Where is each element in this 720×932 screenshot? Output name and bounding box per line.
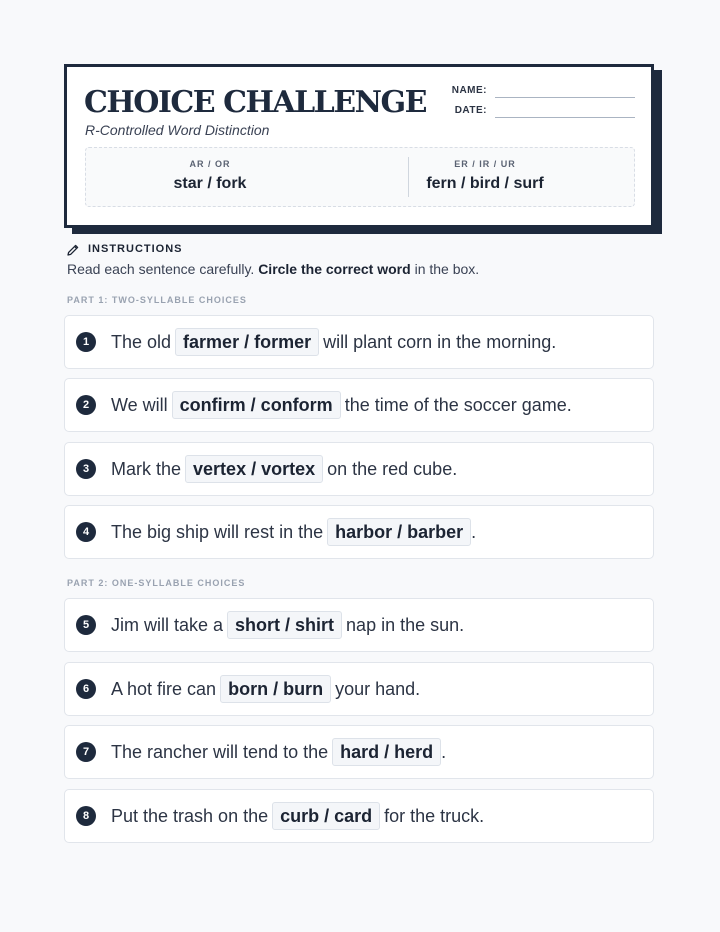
question-7 xyxy=(64,725,654,779)
question-sentence xyxy=(111,738,446,766)
pattern-code: ER / IR / UR xyxy=(454,159,516,169)
question-number: 5 xyxy=(76,615,96,635)
question-3 xyxy=(64,442,654,496)
sentence-after: will plant corn in the morning. xyxy=(323,332,557,352)
page-subtitle: R-Controlled Word Distinction xyxy=(85,122,270,138)
date-field[interactable] xyxy=(447,105,635,123)
sentence-before: A hot fire can xyxy=(111,679,217,699)
pattern-examples: fern / bird / surf xyxy=(426,175,544,192)
name-field[interactable] xyxy=(447,85,635,103)
sentence-before: The big ship will rest in the xyxy=(111,522,324,542)
question-sentence xyxy=(111,328,556,356)
date-line[interactable] xyxy=(495,117,635,118)
date-label: DATE: xyxy=(454,105,487,116)
question-number: 8 xyxy=(76,806,96,826)
question-5 xyxy=(64,598,654,652)
page-title: CHOICE CHALLENGE xyxy=(84,85,427,120)
question-6 xyxy=(64,662,654,716)
question-number: 1 xyxy=(76,332,96,352)
instructions-text-end: in the box. xyxy=(410,261,480,277)
sentence-after: . xyxy=(441,742,447,762)
pattern-box xyxy=(85,147,635,207)
question-number: 4 xyxy=(76,522,96,542)
sentence-before: The old xyxy=(111,332,172,352)
question-4 xyxy=(64,505,654,559)
question-sentence xyxy=(111,391,572,419)
part-2-label: PART 2: ONE-SYLLABLE CHOICES xyxy=(67,578,246,588)
name-label: NAME: xyxy=(451,85,487,96)
question-8 xyxy=(64,789,654,843)
pattern-code: AR / OR xyxy=(189,159,231,169)
word-choice-box[interactable]: hard / herd xyxy=(332,738,441,766)
sentence-after: for the truck. xyxy=(384,806,485,826)
header-card xyxy=(64,64,662,234)
question-sentence xyxy=(111,518,476,546)
word-choice-box[interactable]: farmer / former xyxy=(175,328,319,356)
header-panel xyxy=(64,64,654,228)
name-line[interactable] xyxy=(495,97,635,98)
question-number: 7 xyxy=(76,742,96,762)
pattern-divider xyxy=(408,157,409,197)
word-choice-box[interactable]: born / burn xyxy=(220,675,331,703)
question-number: 3 xyxy=(76,459,96,479)
question-sentence xyxy=(111,611,464,639)
word-choice-box[interactable]: curb / card xyxy=(272,802,380,830)
sentence-after: . xyxy=(471,522,477,542)
sentence-after: the time of the soccer game. xyxy=(344,395,572,415)
pencil-icon xyxy=(66,243,80,257)
question-1 xyxy=(64,315,654,369)
sentence-before: Jim will take a xyxy=(111,615,224,635)
word-choice-box[interactable]: vertex / vortex xyxy=(185,455,323,483)
pattern-ar-or xyxy=(86,148,334,193)
sentence-after: your hand. xyxy=(335,679,421,699)
sentence-after: on the red cube. xyxy=(327,459,458,479)
sentence-before: Put the trash on the xyxy=(111,806,269,826)
question-sentence xyxy=(111,802,484,830)
sentence-before: The rancher will tend to the xyxy=(111,742,329,762)
sentence-after: nap in the sun. xyxy=(346,615,465,635)
instructions-text-start: Read each sentence carefully. xyxy=(67,261,259,277)
word-choice-box[interactable]: short / shirt xyxy=(227,611,342,639)
instructions-heading-text: INSTRUCTIONS xyxy=(88,243,183,255)
question-number: 6 xyxy=(76,679,96,699)
question-sentence xyxy=(111,675,420,703)
word-choice-box[interactable]: harbor / barber xyxy=(327,518,471,546)
pattern-examples: star / fork xyxy=(173,175,247,192)
word-choice-box[interactable]: confirm / conform xyxy=(172,391,341,419)
instructions-text-emphasis: Circle the correct word xyxy=(258,261,411,277)
question-sentence xyxy=(111,455,457,483)
question-2 xyxy=(64,378,654,432)
sentence-before: Mark the xyxy=(111,459,182,479)
part-1-label: PART 1: TWO-SYLLABLE CHOICES xyxy=(67,295,247,305)
question-number: 2 xyxy=(76,395,96,415)
instructions-text xyxy=(67,261,479,277)
sentence-before: We will xyxy=(111,395,168,415)
pattern-er-ir-ur xyxy=(410,148,560,193)
